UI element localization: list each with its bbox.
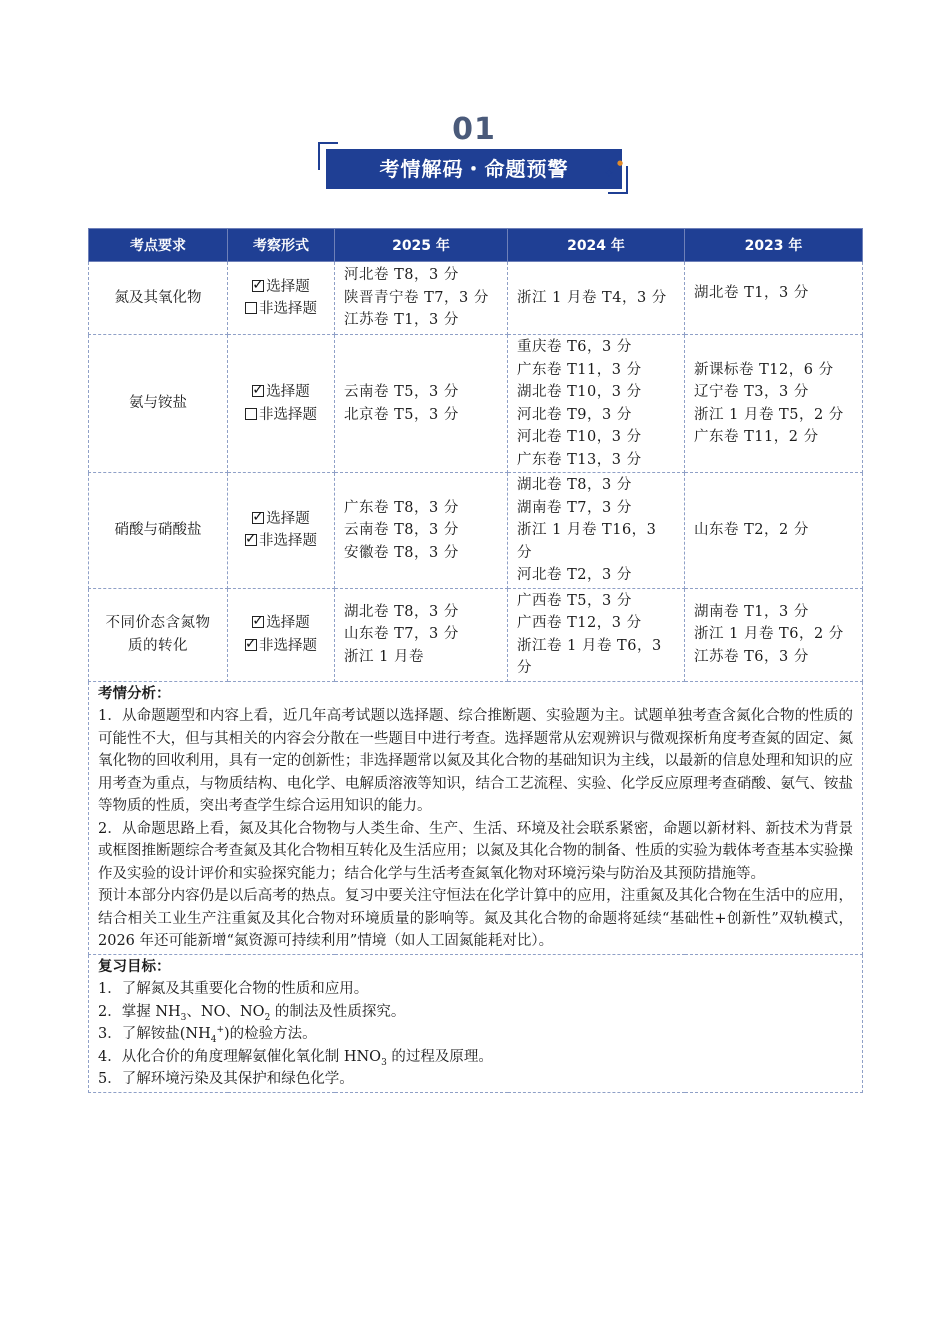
list-item: 湖南卷 T7，3 分 [517, 499, 632, 516]
form-option: ✓非选择题 [237, 530, 325, 553]
banner-frame [318, 142, 628, 194]
form-cell [228, 262, 335, 335]
analysis-paragraph: 2．从命题思路上看，氮及其化合物物与人类生命、生产、生活、环境及社会联系紧密，命题以新材料、新技术为背景或框图推断题综合考查氮及其化合物相互转化及生活应用；以氮及其化合物的制备、性质的实验为载体考查基本实验操作及实验的设计评价和实验探究能力；结合化学与生活考查氮氧化物对环境污染与防治及其预防措施等。 [98, 820, 853, 882]
analysis-section [89, 681, 863, 954]
list-item: 浙江 1 月卷 T16，3 分 [517, 522, 657, 561]
goals-section [89, 954, 863, 1092]
list-item: 湖北卷 T8，3 分 [517, 477, 632, 493]
goal-item: 5．了解环境污染及其保护和绿色化学。 [98, 1071, 354, 1087]
list-item: 重庆卷 T6，3 分 [517, 339, 632, 355]
list-item: 湖北卷 T8，3 分 [344, 603, 459, 620]
section-title: 考情解码・命题预警 [326, 149, 622, 189]
form-cell [228, 473, 335, 589]
goals-title: 复习目标： [98, 957, 171, 975]
year-2024-cell [508, 588, 685, 681]
analysis-row [89, 681, 863, 954]
form-option: ✓选择题 [237, 381, 325, 404]
table-row [89, 588, 863, 681]
analysis-title: 考情分析： [98, 684, 171, 702]
list-item: 山东卷 T7，3 分 [344, 626, 459, 643]
list-item: 河北卷 T2，3 分 [517, 567, 632, 583]
topic-cell: 氨与铵盐 [89, 335, 228, 473]
list-item: 浙江 1 月卷 T4，3 分 [517, 289, 667, 306]
analysis-paragraph: 1．从命题题型和内容上看，近几年高考试题以选择题、综合推断题、实验题为主。试题单独考查含氮化合物的性质的可能性不大，但与其相关的内容会分散在一些题目中进行考查。选择题常从宏观辨识与微观探析角度考查氮的固定、氮氧化物的回收利用，具有一定的创新性；非选择题常以氮及其化合物的基础知识为主线，以最新的信息处理和知识的应用考查为重点，与物质结构、电化学、电解质溶液等知识，结合工艺流程、实验、化学反应原理考查硝酸、氨气、铵盐等物质的性质，突出考查学生综合运用知识的能力。 [98, 708, 853, 814]
header-2025: 2025 年 [335, 229, 508, 262]
list-item: 河北卷 T8，3 分 [344, 267, 459, 284]
checkbox-checked-icon [252, 280, 264, 292]
list-item: 山东卷 T2，2 分 [694, 522, 809, 538]
exam-analysis-table [88, 228, 863, 1093]
form-option: ✓选择题 [237, 508, 325, 531]
year-2025-cell [335, 588, 508, 681]
list-item: 广东卷 T13，3 分 [517, 451, 642, 468]
sparkle-small-icon: ● [617, 159, 624, 167]
table-row [89, 262, 863, 335]
goal-item: 2．掌握 $NH_3$、NO、$NO_2$ 的制法及性质探究。 [98, 1003, 406, 1023]
form-option: ✓选择题 [237, 276, 325, 299]
form-option: ✓选择题 [237, 612, 325, 635]
header-topic: 考点要求 [89, 229, 228, 262]
section-number: 01 [452, 112, 496, 147]
list-item: 安徽卷 T8，3 分 [344, 544, 459, 561]
goal-item: 3．了解铵盐$(NH_4^+)$的检验方法。 [98, 1025, 317, 1045]
list-item: 云南卷 T8，3 分 [344, 522, 459, 538]
checkbox-checked-icon [245, 534, 257, 546]
year-2023-cell [685, 588, 863, 681]
list-item: 广东卷 T11，2 分 [694, 429, 819, 445]
list-item: 江苏卷 T1，3 分 [344, 312, 459, 329]
list-item: 河北卷 T10，3 分 [517, 429, 642, 445]
list-item: 浙江卷 1 月卷 T6，3 分 [517, 637, 662, 676]
goal-item: 4．从化合价的角度理解氨催化氧化制 $HNO_3$ 的过程及原理。 [98, 1048, 493, 1068]
form-cell [228, 588, 335, 681]
checkbox-checked-icon [252, 512, 264, 524]
list-item: 广西卷 T5，3 分 [517, 592, 632, 609]
list-item: 浙江 1 月卷 T6，2 分 [694, 626, 844, 643]
year-2023-cell [685, 262, 863, 335]
form-cell [228, 335, 335, 473]
table-row [89, 473, 863, 589]
list-item: 浙江 1 月卷 [344, 648, 424, 665]
list-item: 湖南卷 T1，3 分 [694, 603, 809, 620]
list-item: 北京卷 T5，3 分 [344, 406, 459, 423]
topic-cell: 不同价态含氮物 质的转化 [89, 588, 228, 681]
goal-item: 1．了解氮及其重要化合物的性质和应用。 [98, 981, 369, 997]
year-2025-cell [335, 473, 508, 589]
year-2023-cell [685, 473, 863, 589]
topic-cell: 氮及其氧化物 [89, 262, 228, 335]
checkbox-empty-icon [245, 302, 257, 314]
checkbox-empty-icon [245, 408, 257, 420]
table-row [89, 335, 863, 473]
analysis-paragraph: 预计本部分内容仍是以后高考的热点。复习中要关注守恒法在化学计算中的应用，注重氮及其化合物在生活中的应用，结合相关工业生产注重氮及其化合物对环境质量的影响等。氮及其化合物的命题将延续“基础性+创新性”双轨模式，2026 年还可能新增“氮资源可持续利用”情境（如人工固氮能耗对比）。 [98, 888, 853, 949]
year-2023-cell [685, 335, 863, 473]
list-item: 湖北卷 T10，3 分 [517, 384, 642, 400]
section-header [318, 112, 630, 196]
year-2025-cell [335, 335, 508, 473]
header-2023: 2023 年 [685, 229, 863, 262]
goals-row [89, 954, 863, 1092]
sparkle-icon: ✦ [604, 166, 615, 180]
list-item: 湖北卷 T1，3 分 [694, 285, 809, 301]
list-item: 辽宁卷 T3，3 分 [694, 384, 809, 400]
list-item: 陕晋青宁卷 T7，3 分 [344, 289, 489, 306]
year-2024-cell [508, 262, 685, 335]
table-header-row [89, 229, 863, 262]
year-2024-cell [508, 335, 685, 473]
list-item: 广西卷 T12，3 分 [517, 615, 642, 631]
list-item: 江苏卷 T6，3 分 [694, 648, 809, 665]
list-item: 河北卷 T9，3 分 [517, 406, 632, 423]
header-form: 考察形式 [228, 229, 335, 262]
header-2024: 2024 年 [508, 229, 685, 262]
form-option: 非选择题 [237, 298, 325, 321]
list-item: 新课标卷 T12，6 分 [694, 361, 834, 378]
form-option: 非选择题 [237, 404, 325, 427]
list-item: 云南卷 T5，3 分 [344, 384, 459, 400]
form-option: ✓非选择题 [237, 635, 325, 658]
year-2025-cell [335, 262, 508, 335]
checkbox-checked-icon [252, 385, 264, 397]
topic-cell: 硝酸与硝酸盐 [89, 473, 228, 589]
list-item: 浙江 1 月卷 T5，2 分 [694, 406, 844, 423]
list-item: 广东卷 T8，3 分 [344, 499, 459, 516]
checkbox-checked-icon [252, 616, 264, 628]
list-item: 广东卷 T11，3 分 [517, 361, 642, 378]
checkbox-checked-icon [245, 639, 257, 651]
year-2024-cell [508, 473, 685, 589]
